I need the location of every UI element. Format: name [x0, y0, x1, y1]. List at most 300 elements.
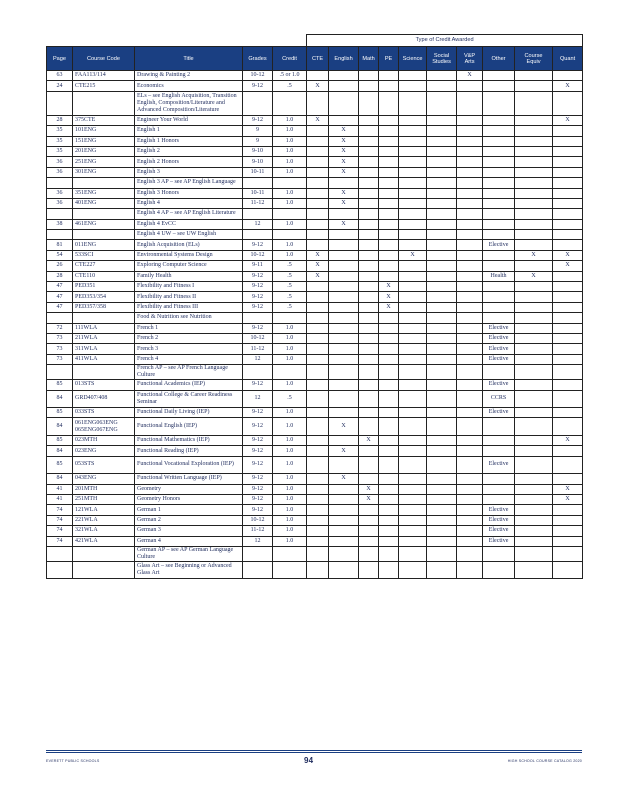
social-studies-cell — [427, 219, 457, 229]
quant-cell — [553, 380, 583, 390]
credit-group-header: Type of Credit Awarded — [307, 35, 583, 47]
english-cell — [329, 354, 359, 364]
pe-cell — [379, 536, 399, 546]
title-cell: French AP – see AP French Language Culture — [135, 365, 243, 380]
vp-arts-cell — [457, 209, 483, 219]
cte-cell — [307, 282, 329, 292]
quant-cell — [553, 71, 583, 81]
math-cell — [359, 250, 379, 260]
math-cell — [359, 146, 379, 156]
vp-arts-cell — [457, 271, 483, 281]
course-code-cell: 311WLA — [73, 344, 135, 354]
vp-arts-cell — [457, 219, 483, 229]
vp-arts-cell — [457, 250, 483, 260]
grades-cell: 9-12 — [243, 505, 273, 515]
english-cell — [329, 344, 359, 354]
math-cell — [359, 561, 379, 579]
science-cell — [399, 167, 427, 177]
title-cell: Family Health — [135, 271, 243, 281]
other-cell: Health — [483, 271, 515, 281]
grades-cell: 12 — [243, 536, 273, 546]
course-code-cell: CTE110 — [73, 271, 135, 281]
table-row — [47, 474, 583, 484]
english-cell — [329, 435, 359, 445]
grades-cell — [243, 230, 273, 240]
cte-cell — [307, 230, 329, 240]
vp-arts-cell — [457, 515, 483, 525]
science-cell: X — [399, 250, 427, 260]
title-cell: French 4 — [135, 354, 243, 364]
column-header-grades: Grades — [243, 47, 273, 71]
science-cell — [399, 495, 427, 505]
vp-arts-cell — [457, 115, 483, 125]
science-cell — [399, 271, 427, 281]
table-row — [47, 271, 583, 281]
table-row — [47, 250, 583, 260]
cte-cell — [307, 561, 329, 579]
other-cell — [483, 561, 515, 579]
math-cell — [359, 474, 379, 484]
table-row — [47, 261, 583, 271]
course-equiv-cell — [515, 495, 553, 505]
column-headers — [47, 47, 583, 71]
social-studies-cell — [427, 209, 457, 219]
table-row — [47, 323, 583, 333]
social-studies-cell — [427, 271, 457, 281]
course-equiv-cell — [515, 344, 553, 354]
pe-cell — [379, 250, 399, 260]
quant-cell — [553, 536, 583, 546]
table-row — [47, 157, 583, 167]
cte-cell — [307, 167, 329, 177]
cte-cell — [307, 365, 329, 380]
quant-cell — [553, 546, 583, 561]
social-studies-cell — [427, 261, 457, 271]
other-cell — [483, 198, 515, 208]
quant-cell — [553, 323, 583, 333]
title-cell: English 4 — [135, 198, 243, 208]
english-cell — [329, 81, 359, 91]
course-code-cell: 151ENG — [73, 136, 135, 146]
math-cell — [359, 446, 379, 456]
course-code-cell: 061ENG063ENG 065ENG067ENG — [73, 418, 135, 436]
page-cell: 41 — [47, 484, 73, 494]
math-cell — [359, 418, 379, 436]
credit-cell: 1.0 — [273, 333, 307, 343]
grades-cell: 9-12 — [243, 292, 273, 302]
other-cell — [483, 178, 515, 188]
pe-cell — [379, 354, 399, 364]
page-cell: 74 — [47, 526, 73, 536]
table-row — [47, 495, 583, 505]
english-cell — [329, 536, 359, 546]
course-equiv-cell — [515, 167, 553, 177]
credit-cell: 1.0 — [273, 344, 307, 354]
title-cell: English 4 EvCC — [135, 219, 243, 229]
table-row — [47, 484, 583, 494]
credit-cell: 1.0 — [273, 380, 307, 390]
other-cell — [483, 484, 515, 494]
science-cell — [399, 188, 427, 198]
credit-table — [46, 34, 583, 579]
quant-cell — [553, 505, 583, 515]
social-studies-cell — [427, 344, 457, 354]
social-studies-cell — [427, 474, 457, 484]
english-cell — [329, 333, 359, 343]
pe-cell — [379, 240, 399, 250]
column-header-science: Science — [399, 47, 427, 71]
other-cell: Elective — [483, 536, 515, 546]
page-cell: 54 — [47, 250, 73, 260]
title-cell: Drawing & Painting 2 — [135, 71, 243, 81]
page-cell: 85 — [47, 435, 73, 445]
vp-arts-cell — [457, 408, 483, 418]
english-cell — [329, 365, 359, 380]
english-cell — [329, 271, 359, 281]
science-cell — [399, 418, 427, 436]
quant-cell — [553, 157, 583, 167]
cte-cell: X — [307, 81, 329, 91]
table-row — [47, 418, 583, 436]
english-cell: X — [329, 474, 359, 484]
vp-arts-cell — [457, 344, 483, 354]
science-cell — [399, 474, 427, 484]
vp-arts-cell — [457, 188, 483, 198]
table-row — [47, 209, 583, 219]
math-cell: X — [359, 484, 379, 494]
course-code-cell: 421WLA — [73, 536, 135, 546]
math-cell — [359, 198, 379, 208]
science-cell — [399, 219, 427, 229]
credit-cell: .5 — [273, 271, 307, 281]
other-cell: Elective — [483, 408, 515, 418]
other-cell: Elective — [483, 515, 515, 525]
cte-cell — [307, 126, 329, 136]
vp-arts-cell — [457, 561, 483, 579]
science-cell — [399, 484, 427, 494]
pe-cell — [379, 219, 399, 229]
course-equiv-cell — [515, 81, 553, 91]
title-cell: English 1 Honors — [135, 136, 243, 146]
social-studies-cell — [427, 365, 457, 380]
page-cell: 47 — [47, 292, 73, 302]
social-studies-cell — [427, 546, 457, 561]
cte-cell — [307, 313, 329, 323]
page-cell: 47 — [47, 302, 73, 312]
science-cell — [399, 344, 427, 354]
title-cell: Environmental Systems Design — [135, 250, 243, 260]
page-cell: 73 — [47, 344, 73, 354]
course-equiv-cell — [515, 71, 553, 81]
course-code-cell — [73, 178, 135, 188]
course-equiv-cell — [515, 146, 553, 156]
course-code-cell: FAA113/114 — [73, 71, 135, 81]
page-cell: 74 — [47, 536, 73, 546]
social-studies-cell — [427, 250, 457, 260]
grades-cell: 11-12 — [243, 526, 273, 536]
math-cell: X — [359, 495, 379, 505]
other-cell — [483, 250, 515, 260]
vp-arts-cell: X — [457, 71, 483, 81]
pe-cell — [379, 526, 399, 536]
science-cell — [399, 126, 427, 136]
column-header-page: Page — [47, 47, 73, 71]
cte-cell — [307, 178, 329, 188]
course-code-cell: 023ENG — [73, 446, 135, 456]
grades-cell: 9 — [243, 126, 273, 136]
cte-cell — [307, 198, 329, 208]
vp-arts-cell — [457, 136, 483, 146]
column-header-english: English — [329, 47, 359, 71]
quant-cell — [553, 526, 583, 536]
social-studies-cell — [427, 333, 457, 343]
page-cell: 73 — [47, 333, 73, 343]
social-studies-cell — [427, 146, 457, 156]
title-cell: Food & Nutrition see Nutrition — [135, 313, 243, 323]
column-header-title: Title — [135, 47, 243, 71]
vp-arts-cell — [457, 526, 483, 536]
title-cell: English Acquisition (ELs) — [135, 240, 243, 250]
cte-cell — [307, 344, 329, 354]
quant-cell: X — [553, 261, 583, 271]
title-cell: Functional Daily Living (IEP) — [135, 408, 243, 418]
course-code-cell: 461ENG — [73, 219, 135, 229]
cte-cell — [307, 91, 329, 115]
table-row — [47, 167, 583, 177]
table-body — [47, 71, 583, 579]
grades-cell: 9-12 — [243, 81, 273, 91]
science-cell — [399, 456, 427, 474]
table-row — [47, 505, 583, 515]
pe-cell: X — [379, 282, 399, 292]
quant-cell — [553, 198, 583, 208]
cte-cell: X — [307, 250, 329, 260]
english-cell — [329, 495, 359, 505]
vp-arts-cell — [457, 302, 483, 312]
vp-arts-cell — [457, 484, 483, 494]
science-cell — [399, 408, 427, 418]
social-studies-cell — [427, 240, 457, 250]
title-cell: ELs – see English Acquisition, Transition English, Composition/Literature and Advanced Composition/Literature — [135, 91, 243, 115]
page-cell: 41 — [47, 495, 73, 505]
course-code-cell — [73, 313, 135, 323]
course-code-cell — [73, 546, 135, 561]
math-cell — [359, 91, 379, 115]
vp-arts-cell — [457, 323, 483, 333]
course-code-cell: 101ENG — [73, 126, 135, 136]
science-cell — [399, 230, 427, 240]
cte-cell: X — [307, 271, 329, 281]
pe-cell — [379, 261, 399, 271]
english-cell: X — [329, 167, 359, 177]
other-cell — [483, 146, 515, 156]
english-cell — [329, 456, 359, 474]
page-cell — [47, 209, 73, 219]
english-cell — [329, 505, 359, 515]
quant-cell — [553, 365, 583, 380]
credit-cell: 1.0 — [273, 146, 307, 156]
credit-cell: 1.0 — [273, 446, 307, 456]
vp-arts-cell — [457, 380, 483, 390]
social-studies-cell — [427, 561, 457, 579]
vp-arts-cell — [457, 146, 483, 156]
table-row — [47, 313, 583, 323]
credit-cell: 1.0 — [273, 323, 307, 333]
course-code-cell: 011ENG — [73, 240, 135, 250]
page-cell: 36 — [47, 157, 73, 167]
column-header-social-studies: Social Studies — [427, 47, 457, 71]
page-cell — [47, 365, 73, 380]
credit-cell: 1.0 — [273, 484, 307, 494]
page-cell: 84 — [47, 390, 73, 408]
cte-cell — [307, 240, 329, 250]
page-cell: 74 — [47, 505, 73, 515]
course-code-cell — [73, 209, 135, 219]
english-cell — [329, 178, 359, 188]
grades-cell: 11-12 — [243, 344, 273, 354]
english-cell — [329, 546, 359, 561]
credit-cell: 1.0 — [273, 435, 307, 445]
page-number: 94 — [304, 756, 314, 765]
credit-cell — [273, 91, 307, 115]
credit-cell: .5 — [273, 302, 307, 312]
page-cell — [47, 230, 73, 240]
course-equiv-cell — [515, 390, 553, 408]
quant-cell — [553, 408, 583, 418]
pe-cell: X — [379, 302, 399, 312]
science-cell — [399, 390, 427, 408]
column-header-other: Other — [483, 47, 515, 71]
course-code-cell: 351ENG — [73, 188, 135, 198]
title-cell: Flexibility and Fitness III — [135, 302, 243, 312]
pe-cell — [379, 209, 399, 219]
course-code-cell — [73, 365, 135, 380]
credit-cell: .5 — [273, 282, 307, 292]
other-cell: Elective — [483, 240, 515, 250]
grades-cell — [243, 561, 273, 579]
grades-cell: 9-12 — [243, 495, 273, 505]
table-row — [47, 526, 583, 536]
quant-cell — [553, 126, 583, 136]
cte-cell — [307, 302, 329, 312]
other-cell — [483, 219, 515, 229]
social-studies-cell — [427, 408, 457, 418]
cte-cell — [307, 505, 329, 515]
credit-cell: .5 — [273, 261, 307, 271]
quant-cell — [553, 219, 583, 229]
course-equiv-cell — [515, 91, 553, 115]
quant-cell — [553, 344, 583, 354]
quant-cell — [553, 91, 583, 115]
science-cell — [399, 354, 427, 364]
cte-cell — [307, 188, 329, 198]
course-equiv-cell: X — [515, 271, 553, 281]
table-row — [47, 536, 583, 546]
english-cell: X — [329, 446, 359, 456]
math-cell — [359, 167, 379, 177]
course-code-cell: CTE215 — [73, 81, 135, 91]
quant-cell — [553, 418, 583, 436]
grades-cell: 9-12 — [243, 282, 273, 292]
page-cell: 24 — [47, 81, 73, 91]
cte-cell — [307, 71, 329, 81]
social-studies-cell — [427, 323, 457, 333]
quant-cell — [553, 390, 583, 408]
title-cell: Functional College & Career Readiness Seminar — [135, 390, 243, 408]
page-cell: 47 — [47, 282, 73, 292]
column-header-credit: Credit — [273, 47, 307, 71]
social-studies-cell — [427, 495, 457, 505]
quant-cell — [553, 240, 583, 250]
english-cell — [329, 282, 359, 292]
social-studies-cell — [427, 354, 457, 364]
social-studies-cell — [427, 136, 457, 146]
other-cell: Elective — [483, 505, 515, 515]
course-equiv-cell — [515, 261, 553, 271]
cte-cell — [307, 209, 329, 219]
course-code-cell — [73, 91, 135, 115]
pe-cell — [379, 71, 399, 81]
cte-cell — [307, 292, 329, 302]
grades-cell: 9-12 — [243, 271, 273, 281]
course-equiv-cell — [515, 456, 553, 474]
math-cell — [359, 408, 379, 418]
other-cell — [483, 126, 515, 136]
math-cell: X — [359, 435, 379, 445]
title-cell: Economics — [135, 81, 243, 91]
title-cell: French 2 — [135, 333, 243, 343]
pe-cell — [379, 91, 399, 115]
science-cell — [399, 302, 427, 312]
course-equiv-cell — [515, 526, 553, 536]
course-equiv-cell — [515, 219, 553, 229]
quant-cell: X — [553, 81, 583, 91]
title-cell: Exploring Computer Science — [135, 261, 243, 271]
pe-cell — [379, 115, 399, 125]
header-spacer — [47, 35, 307, 47]
social-studies-cell — [427, 380, 457, 390]
table-row — [47, 446, 583, 456]
math-cell — [359, 81, 379, 91]
math-cell — [359, 115, 379, 125]
table-row — [47, 456, 583, 474]
other-cell — [483, 435, 515, 445]
grades-cell: 10-12 — [243, 71, 273, 81]
social-studies-cell — [427, 230, 457, 240]
english-cell — [329, 115, 359, 125]
credit-cell: 1.0 — [273, 408, 307, 418]
social-studies-cell — [427, 178, 457, 188]
pe-cell — [379, 198, 399, 208]
cte-cell: X — [307, 261, 329, 271]
other-cell: Elective — [483, 380, 515, 390]
science-cell — [399, 313, 427, 323]
title-cell: English 2 Honors — [135, 157, 243, 167]
vp-arts-cell — [457, 333, 483, 343]
quant-cell — [553, 167, 583, 177]
cte-cell — [307, 526, 329, 536]
social-studies-cell — [427, 126, 457, 136]
science-cell — [399, 365, 427, 380]
math-cell — [359, 365, 379, 380]
vp-arts-cell — [457, 282, 483, 292]
grades-cell: 9-12 — [243, 115, 273, 125]
cte-cell — [307, 390, 329, 408]
other-cell: CCRS — [483, 390, 515, 408]
credit-cell: 1.0 — [273, 505, 307, 515]
english-cell: X — [329, 418, 359, 436]
table-row — [47, 178, 583, 188]
